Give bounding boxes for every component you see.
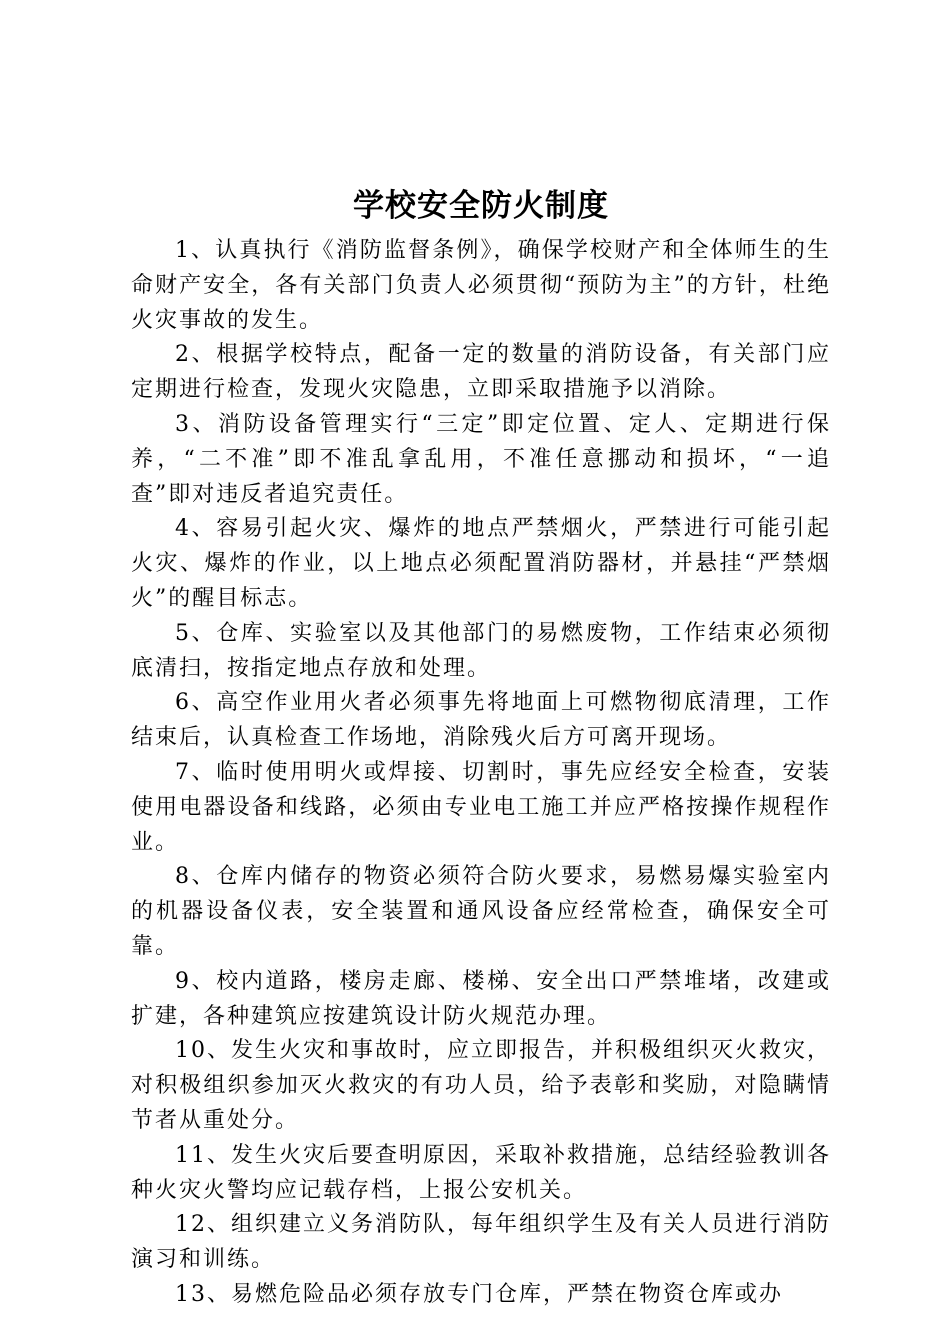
clause-1: 1、认真执行《消防监督条例》，确保学校财产和全体师生的生命财产安全，各有关部门负责人必须贯彻“预防为主”的方针，杜绝火灾事故的发生。 bbox=[131, 238, 831, 333]
clause-13: 13、易燃危险品必须存放专门仓库，严禁在物资仓库或办 bbox=[175, 1281, 783, 1307]
clause-9: 9、校内道路，楼房走廊、楼梯、安全出口严禁堆堵，改建或扩建，各种建筑应按建筑设计防火规范办理。 bbox=[131, 968, 831, 1029]
clause-8: 8、仓库内储存的物资必须符合防火要求，易燃易爆实验室内的机器设备仪表，安全装置和通风设备应经常检查，确保安全可靠。 bbox=[131, 864, 831, 959]
clause-7: 7、临时使用明火或焊接、切割时，事先应经安全检查，安装使用电器设备和线路，必须由专业电工施工并应严格按操作规程作业。 bbox=[131, 759, 831, 855]
clause-11: 11、发生火灾后要查明原因，采取补救措施，总结经验教训各种火灾火警均应记载存档，上报公安机关。 bbox=[131, 1142, 831, 1203]
clause-4: 4、容易引起火灾、爆炸的地点严禁烟火，严禁进行可能引起火灾、爆炸的作业，以上地点必须配置消防器材，并悬挂“严禁烟火”的醒目标志。 bbox=[131, 516, 831, 611]
document-title: 学校安全防火制度 bbox=[353, 188, 609, 224]
clause-10: 10、发生火灾和事故时，应立即报告，并积极组织灭火救灾，对积极组织参加灭火救灾的有功人员，给予表彰和奖励，对隐瞒情节者从重处分。 bbox=[131, 1038, 831, 1133]
document-page bbox=[131, 178, 831, 1313]
clause-3: 3、消防设备管理实行“三定”即定位置、定人、定期进行保养，“二不准”即不准乱拿乱用，不准任意挪动和损坏，“一追查”即对违反者追究责任。 bbox=[131, 411, 831, 507]
clause-6: 6、高空作业用火者必须事先将地面上可燃物彻底清理，工作结束后，认真检查工作场地，消除残火后方可离开现场。 bbox=[131, 690, 831, 751]
clause-12: 12、组织建立义务消防队，每年组织学生及有关人员进行消防演习和训练。 bbox=[131, 1212, 831, 1273]
clause-5: 5、仓库、实验室以及其他部门的易燃废物，工作结束必须彻底清扫，按指定地点存放和处理。 bbox=[131, 620, 831, 681]
clause-2: 2、根据学校特点，配备一定的数量的消防设备，有关部门应定期进行检查，发现火灾隐患，立即采取措施予以消除。 bbox=[131, 342, 831, 403]
